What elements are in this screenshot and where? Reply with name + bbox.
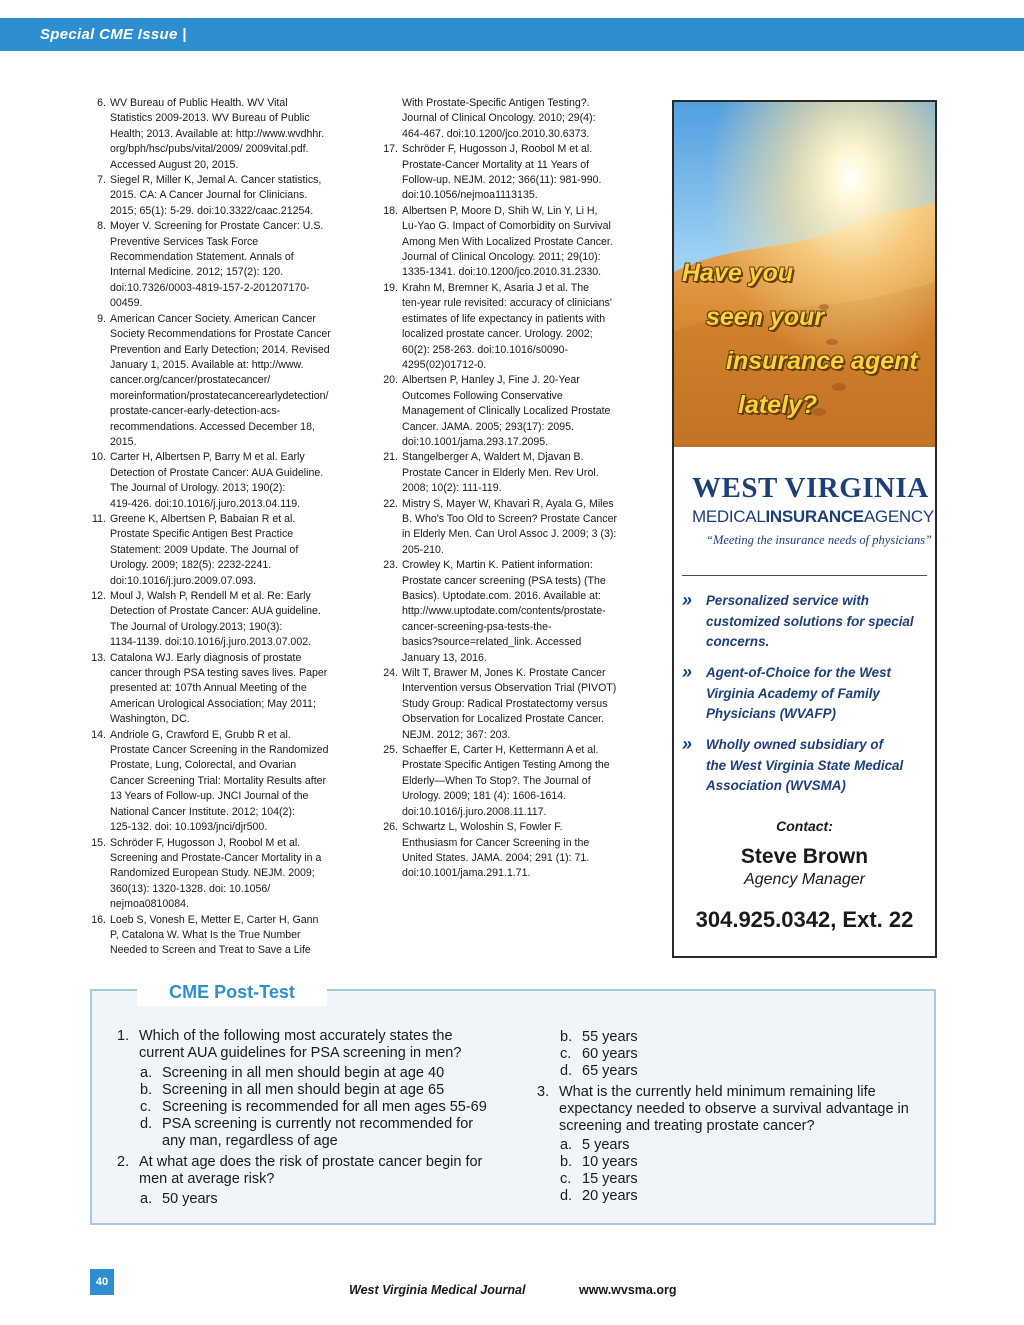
reference-line: 4295(02)01712-0. [402,358,487,371]
reference-line: Recommendation Statement. Annals of [110,251,294,264]
logo-tagline: “Meeting the insurance needs of physicians” [706,533,933,547]
reference-line: Preventive Services Task Force [110,235,259,248]
reference-line: Mistry S, Mayer W, Khavari R, Ayala G, Miles [402,497,614,510]
reference-line: 60(2): 258-263. doi:10.1016/s0090- [402,343,569,356]
reference-line: United States. JAMA. 2004; 291 (1): 71. [402,851,590,864]
reference-line: Wilt T, Brawer M, Jones K. Prostate Cancer [402,667,606,680]
reference-line: Elderly—When To Stop?. The Journal of [402,774,591,787]
reference-line: P, Catalona W. What Is the True Number [110,928,301,941]
reference-line: Randomized European Study. NEJM. 2009; [110,867,315,880]
reference-line: NEJM. 2012; 367: 203. [402,728,511,741]
reference-line: nejmoa0810084. [110,898,189,911]
reference-line: Carter H, Albertsen P, Barry M et al. Early [110,451,305,464]
answer-option[interactable]: b. 55 years [560,1029,638,1045]
headline-line-2: seen your [706,303,825,331]
question-3: 3. What is the currently held minimum remaining life expectancy needed to observe a survival advantage in screening and treating prostate cancer? [537,1084,909,1134]
reference-line: Cancer. JAMA. 2005; 293(17): 2095. [402,420,574,433]
reference-line: Society Recommendations for Prostate Cancer [110,328,331,341]
reference-line: Stangelberger A, Waldert M, Djavan B. [402,451,584,464]
reference-item [378,820,646,882]
reference-line: National Cancer Institute. 2012; 104(2): [110,805,295,818]
reference-line: doi:10.1056/nejmoa1113135. [402,189,538,202]
reference-line: Detection of Prostate Cancer: AUA Guideline. [110,466,324,479]
reference-number: 14. [91,728,106,741]
reference-line: Moul J, Walsh P, Rendell M et al. Re: Early [110,590,311,602]
reference-item [86,651,362,728]
chevron-right-icon: » [682,734,693,754]
chevron-right-icon: » [682,662,693,682]
reference-line: Among Men With Localized Prostate Cancer. [402,235,613,248]
reference-item [86,728,362,836]
reference-line: Crowley K, Martin K. Patient information: [402,559,593,572]
reference-line: in Elderly Men. Can Urol Assoc J. 2009; 3 (3): [402,528,617,541]
reference-line: doi:10.1016/j.juro.2008.11.117. [402,805,547,818]
reference-line: 464-467. doi:10.1200/jco.2010.30.6373. [402,127,590,140]
reference-line: Urology. 2009; 182(5): 2232-2241. [110,559,272,572]
reference-line: Statement: 2009 Update. The Journal of [110,543,299,556]
reference-line: Catalona WJ. Early diagnosis of prostate [110,651,302,664]
reference-line: Journal of Clinical Oncology. 2011; 29(10): [402,251,601,264]
reference-line: cancer.org/cancer/prostatecancer/ [110,374,271,387]
reference-line: 2015. CA: A Cancer Journal for Clinicians. [110,189,308,202]
answer-option[interactable]: b. Screening in all men should begin at age 65 [140,1082,445,1098]
reference-line: Greene K, Albertsen P, Babaian R et al. [110,512,296,525]
reference-item [86,173,362,219]
reference-line: Schröder F, Hugosson J, Roobol M et al. [110,836,301,849]
reference-line: 205-210. [402,543,444,556]
answer-option[interactable]: c. 15 years [560,1171,638,1187]
ad-headline [674,257,935,427]
divider [682,575,927,576]
reference-number: 9. [97,312,106,325]
reference-line: Observation for Localized Prostate Cancer. [402,713,604,726]
reference-line: 2015. [110,435,137,448]
reference-number: 6. [97,97,106,109]
reference-line: Albertsen P, Moore D, Shih W, Lin Y, Li H, [402,204,598,217]
reference-line: 125-132. doi: 10.1093/jnci/djr500. [110,821,268,834]
reference-number: 26. [383,821,398,834]
reference-line: Siegel R, Miller K, Jemal A. Cancer statistics, [110,174,322,187]
reference-line: Cancer Screening Trial: Mortality Results after [110,774,327,787]
reference-line: estimates of life expectancy in patients with [402,312,606,325]
answer-option[interactable]: a. 5 years [560,1137,630,1153]
reference-line: 1335-1341. doi:10.1200/jco.2010.31.2330. [402,266,602,279]
ad-info-panel [674,575,935,958]
cme-post-test-title: CME Post-Test [137,978,327,1006]
reference-line: Albertsen P, Hanley J, Fine J. 20-Year [402,374,580,387]
reference-line: January 13, 2016. [402,651,487,664]
reference-line: Andriole G, Crawford E, Grubb R et al. [110,728,291,741]
reference-line: org/bph/hsc/pubs/vital/2009/ 2009vital.pdf. [110,143,309,156]
reference-number: 8. [97,220,106,233]
reference-line: Prostate cancer screening (PSA tests) (The [402,574,606,587]
headline-line-3: insurance agent [726,347,918,375]
reference-item [86,589,362,651]
reference-item [378,497,646,559]
reference-line: Prevention and Early Detection; 2014. Revised [110,343,330,356]
reference-line: Statistics 2009-2013. WV Bureau of Public [110,112,310,125]
section-label: Special CME Issue | [40,26,187,43]
reference-line: 360(13): 1320-1328. doi: 10.1056/ [110,882,271,895]
reference-line: Prostate, Lung, Colorectal, and Ovarian [110,759,297,772]
reference-line: Schaeffer E, Carter H, Kettermann A et al. [402,744,599,757]
reference-line: prostate-cancer-early-detection-acs- [110,405,281,418]
reference-number: 22. [383,497,398,510]
reference-item [86,312,362,451]
reference-number: 20. [383,374,398,387]
reference-line: http://www.uptodate.com/contents/prostate- [402,605,606,618]
reference-line: 2008; 10(2): 111-119. [402,482,502,495]
reference-line: Prostate Cancer in Elderly Men. Rev Urol. [402,466,599,479]
reference-line: American Cancer Society. American Cancer [110,312,316,325]
reference-item [86,836,362,913]
answer-option[interactable]: d. 20 years [560,1188,638,1204]
reference-line: recommendations. Accessed December 18, [110,420,315,433]
reference-line: The Journal of Urology. 2013; 190(2): [110,482,286,495]
contact-phone[interactable]: 304.925.0342, Ext. 22 [695,907,914,932]
reference-number: 7. [97,174,106,187]
reference-line: 419-426. doi:10.1016/j.juro.2013.04.119. [110,497,301,510]
reference-item [378,558,646,666]
reference-line: Lu-Yao G. Impact of Comorbidity on Survival [402,220,611,233]
reference-line: American Urological Association; May 2011; [110,697,316,710]
reference-line: B. Who's Too Old to Screen? Prostate Cancer [402,512,617,525]
reference-line: cancer through PSA testing saves lives. Paper [110,667,328,680]
reference-number: 18. [383,204,398,217]
contact-label: Contact: [776,818,833,834]
reference-line: moreinformation/prostatecancerearlydetection/ [110,389,329,402]
reference-line: Prostate Cancer Screening in the Randomized [110,744,329,757]
ad-bullet: » Personalized service with customized solutions for special concerns. [682,590,914,649]
reference-item [378,373,646,450]
reference-item [378,450,646,496]
reference-item [378,142,646,204]
question-1: 1. Which of the following most accurately states the current AUA guidelines for PSA screening in men? [117,1028,462,1061]
reference-line: ten-year rule revisited: accuracy of clinicians' [402,297,612,310]
reference-line: Health; 2013. Available at: http://www.wvdhhr. [110,127,325,140]
reference-item [86,96,362,173]
reference-number: 23. [383,559,398,572]
reference-line: With Prostate-Specific Antigen Testing?. [402,97,590,109]
reference-line: The Journal of Urology.2013; 190(3): [110,620,283,633]
reference-number: 17. [383,143,398,156]
reference-line: Prostate Specific Antigen Testing Among the [402,759,610,772]
reference-item [378,96,646,142]
reference-line: Loeb S, Vonesh E, Metter E, Carter H, Gann [110,913,319,926]
reference-item [86,450,362,512]
answer-option[interactable]: a. Screening in all men should begin at age 40 [140,1065,445,1081]
reference-number: 11. [92,512,106,525]
page-number: 40 [90,1269,114,1295]
contact-title: Agency Manager [744,871,865,888]
ad-bullet: » Agent-of-Choice for the West Virginia Academy of Family Physicians (WVAFP) [682,662,891,721]
reference-number: 16. [91,913,106,926]
answer-option[interactable]: d. PSA screening is currently not recommended for any man, regardless of age [140,1116,474,1149]
reference-item [86,219,362,311]
reference-line: doi:10.1001/jama.291.1.71. [402,867,531,880]
reference-line: Enthusiasm for Cancer Screening in the [402,836,590,849]
reference-line: 1134-1139. doi:10.1016/j.juro.2013.07.002. [110,636,312,649]
reference-line: Schwartz L, Woloshin S, Fowler F. [402,821,563,834]
reference-number: 15. [91,836,106,849]
answer-option[interactable]: c. 60 years [560,1046,638,1062]
reference-item [378,204,646,281]
reference-item [86,512,362,589]
reference-line: localized prostate cancer. Urology. 2002; [402,328,593,341]
answer-option[interactable]: b. 10 years [560,1154,638,1170]
reference-line: Journal of Clinical Oncology. 2010; 29(4): [402,112,596,125]
reference-line: Intervention versus Observation Trial (PIVOT) [402,682,617,695]
reference-number: 13. [91,651,106,664]
reference-item [378,666,646,743]
references-column-left [86,96,362,959]
reference-line: presented at: 107th Annual Meeting of the [110,682,307,695]
reference-line: Follow-up. NEJM. 2012; 366(11): 981-990. [402,174,602,187]
reference-line: WV Bureau of Public Health. WV Vital [110,97,288,109]
reference-line: 13 Years of Follow-up. JNCI Journal of the [110,790,309,803]
reference-line: Moyer V. Screening for Prostate Cancer: U.S. [110,220,324,233]
chevron-right-icon: » [682,590,693,610]
reference-line: doi:10.1016/j.juro.2009.07.093. [110,574,257,587]
reference-number: 21. [383,451,398,464]
reference-line: Prostate-Cancer Mortality at 11 Years of [402,158,590,171]
section-header-band [0,18,1024,51]
ad-bullet: » Wholly owned subsidiary of the West Virginia State Medical Association (WVSMA) [682,734,904,793]
reference-line: Screening and Prostate-Cancer Mortality in a [110,851,322,864]
references-column-right [378,96,646,882]
reference-line: Schröder F, Hugosson J, Roobol M et al. [402,143,593,156]
answer-option[interactable]: d. 65 years [560,1063,638,1079]
headline-line-1: Have you [682,259,794,287]
headline-line-4: lately? [738,391,818,419]
reference-line: Management of Clinically Localized Prostate [402,405,611,418]
contact-name: Steve Brown [740,845,869,868]
logo-wordmark: WEST VIRGINIA [692,472,929,504]
reference-line: Krahn M, Bremner K, Asaria J et al. The [402,281,590,294]
footer-website-link[interactable]: www.wvsma.org [579,1283,677,1297]
reference-line: doi:10.1001/jama.293.17.2095. [402,435,549,448]
reference-line: January 1, 2015. Available at: http://www. [110,358,304,371]
reference-line: Internal Medicine. 2012; 157(2): 120. [110,266,284,279]
reference-number: 25. [383,744,398,757]
reference-line: Urology. 2009; 181 (4): 1606-1614. [402,790,567,803]
reference-line: Accessed August 20, 2015. [110,158,239,171]
reference-line: Prostate Specific Antigen Best Practice [110,528,294,541]
reference-line: doi:10.7326/0003-4819-157-2-201207170- [110,281,310,294]
reference-number: 12. [91,590,106,602]
logo-subtitle: MEDICALINSURANCEAGENCY [692,507,934,526]
reference-line: Outcomes Following Conservative [402,389,563,402]
reference-line: Washington, DC. [110,713,190,726]
reference-line: 00459. [110,297,143,310]
reference-line: Study Group: Radical Prostatectomy versus [402,697,608,710]
reference-line: Needed to Screen and Treat to Save a Life [110,944,311,957]
insurance-advertisement[interactable] [672,100,937,958]
question-2: 2. At what age does the risk of prostate cancer begin for men at average risk? [117,1154,483,1187]
reference-line: cancer-screening-psa-tests-the- [402,620,552,633]
reference-item [86,913,362,959]
wv-medical-insurance-logo [674,447,935,575]
footer-journal-name: West Virginia Medical Journal [349,1283,526,1297]
reference-line: Detection of Prostate Cancer: AUA guideline. [110,605,321,618]
reference-line: basics?source=related_link. Accessed [402,636,582,649]
reference-item [378,281,646,373]
reference-number: 24. [383,667,398,680]
answer-option[interactable]: c. Screening is recommended for all men ages 55-69 [140,1099,487,1115]
reference-item [378,743,646,820]
reference-line: 2015; 65(1): 5-29. doi:10.3322/caac.21254. [110,204,314,217]
answer-option[interactable]: a. 50 years [140,1191,218,1207]
reference-number: 19. [383,281,398,294]
reference-line: Basics). Uptodate.com. 2016. Available at: [402,590,601,602]
reference-number: 10. [91,451,106,464]
